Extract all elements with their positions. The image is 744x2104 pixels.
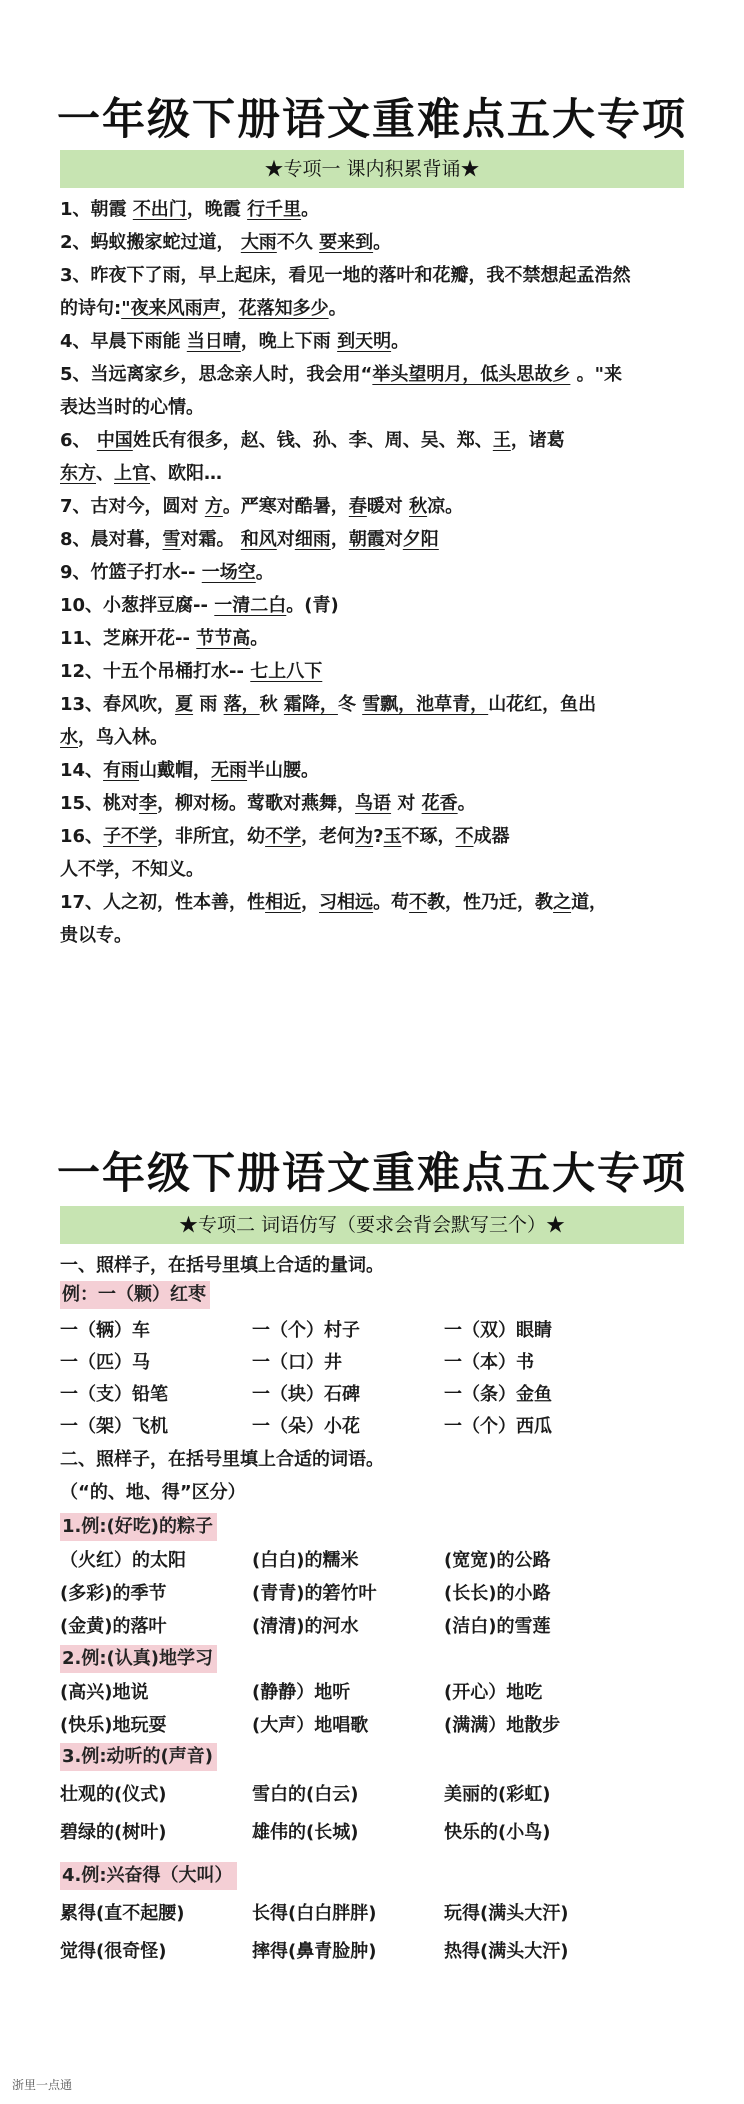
phrase-item: (满满）地散步 [444,1715,561,1736]
phrase-row [60,1939,686,1965]
measure-row [60,1414,686,1440]
phrase-item: (青青)的箬竹叶 [252,1583,377,1604]
example-2: 2.例:(认真)地学习 [60,1645,217,1673]
measure-word-item: 一（条）金鱼 [444,1384,552,1405]
recite-line-13: 10、小葱拌豆腐-- 一清二白。(青) [60,595,339,616]
section-2-heading: ★专项二 词语仿写（要求会背会默写三个）★ [60,1206,684,1244]
measure-word-item: 一（匹）马 [60,1352,150,1373]
recite-line-16: 13、春风吹，夏 雨 落，秋 霜降，冬 雪飘，池草青，山花红，鱼出 [60,694,597,715]
phrase-row [60,1820,686,1846]
recite-line-8: 6、 中国姓氏有很多，赵、钱、孙、李、周、吴、郑、王，诸葛 [60,430,565,451]
phrase-item: 雪白的(白云) [252,1784,359,1805]
phrase-item: 玩得(满头大汗) [444,1903,569,1924]
measure-word-item: 一（个）西瓜 [444,1416,552,1437]
measure-word-item: 一（口）井 [252,1352,342,1373]
phrase-item: 长得(白白胖胖) [252,1903,377,1924]
phrase-row [60,1548,686,1574]
page-title-2: 一年级下册语文重难点五大专项 [57,1149,687,1199]
phrase-item: 雄伟的(长城) [252,1822,359,1843]
phrase-item: 觉得(很奇怪) [60,1941,167,1962]
recite-line-14: 11、芝麻开花-- 节节高。 [60,628,269,649]
phrase-row [60,1782,686,1808]
recite-line-12: 9、竹篮子打水-- 一场空。 [60,562,274,583]
phrase-item: (清清)的河水 [252,1616,359,1637]
phrase-item: 美丽的(彩虹) [444,1784,551,1805]
recite-line-21: 人不学，不知义。 [60,859,204,880]
recite-line-1: 1、朝霞 不出门，晚霞 行千里。 [60,199,320,220]
phrase-item: (长长)的小路 [444,1583,551,1604]
phrase-item: (开心）地吃 [444,1682,543,1703]
phrase-item: 摔得(鼻青脸肿) [252,1941,377,1962]
recite-line-15: 12、十五个吊桶打水-- 七上八下 [60,661,323,682]
measure-word-item: 一（双）眼睛 [444,1320,552,1341]
measure-word-item: 一（支）铅笔 [60,1384,168,1405]
phrase-item: 壮观的(仪式) [60,1784,167,1805]
phrase-item: (快乐)地玩耍 [60,1715,167,1736]
measure-word-item: 一（个）村子 [252,1320,360,1341]
part-1-example: 例：一（颗）红枣 [60,1281,210,1309]
recite-line-10: 7、古对今，圆对 方。严寒对酷暑，春暖对 秋凉。 [60,496,464,517]
recite-line-7: 表达当时的心情。 [60,397,204,418]
page-title-1: 一年级下册语文重难点五大专项 [57,95,687,145]
phrase-row [60,1713,686,1739]
recite-line-18: 14、有雨山戴帽，无雨半山腰。 [60,760,320,781]
phrase-item: 累得(直不起腰) [60,1903,185,1924]
phrase-item: (白白)的糯米 [252,1550,359,1571]
measure-word-item: 一（块）石碑 [252,1384,360,1405]
part-2-note: （“的、地、得”区分） [60,1482,246,1503]
recite-line-2: 2、蚂蚁搬家蛇过道， 大雨不久 要来到。 [60,232,392,253]
phrase-item: (多彩)的季节 [60,1583,167,1604]
phrase-row [60,1614,686,1640]
phrase-row [60,1901,686,1927]
measure-word-item: 一（辆）车 [60,1320,150,1341]
phrase-item: (高兴)地说 [60,1682,149,1703]
phrase-item: (金黄)的落叶 [60,1616,167,1637]
measure-word-item: 一（本）书 [444,1352,534,1373]
recite-line-3: 3、昨夜下了雨，早上起床，看见一地的落叶和花瓣，我不禁想起孟浩然 [60,265,631,286]
recite-line-20: 16、子不学，非所宜，幼不学，老何为?玉不琢，不成器 [60,826,510,847]
example-1: 1.例:(好吃)的粽子 [60,1513,217,1541]
recite-line-5: 4、早晨下雨能 当日晴，晚上下雨 到天明。 [60,331,410,352]
measure-row [60,1350,686,1376]
phrase-item: 碧绿的(树叶) [60,1822,167,1843]
recite-line-11: 8、晨对暮，雪对霜。 和风对细雨，朝霞对夕阳 [60,529,439,550]
recite-line-22: 17、人之初，性本善，性相近，习相远。苟不教，性乃迁，教之道， [60,892,608,913]
phrase-item: 快乐的(小鸟) [444,1822,551,1843]
recite-line-9: 东方、上官、欧阳… [60,463,222,484]
section-1-heading: ★专项一 课内积累背诵★ [60,150,684,188]
phrase-item: (洁白)的雪莲 [444,1616,551,1637]
phrase-item: （火红）的太阳 [60,1550,186,1571]
example-4: 4.例:兴奋得（大叫） [60,1862,237,1890]
phrase-row [60,1581,686,1607]
measure-row [60,1382,686,1408]
part-2-title: 二、照样子，在括号里填上合适的词语。 [60,1449,384,1470]
recite-line-19: 15、桃对李，柳对杨。莺歌对燕舞，鸟语 对 花香。 [60,793,476,814]
phrase-row [60,1680,686,1706]
example-3: 3.例:动听的(声音) [60,1743,217,1771]
phrase-item: (静静）地听 [252,1682,351,1703]
recite-line-23: 贵以专。 [60,925,132,946]
phrase-item: (大声）地唱歌 [252,1715,369,1736]
measure-word-item: 一（朵）小花 [252,1416,360,1437]
phrase-item: 热得(满头大汗) [444,1941,569,1962]
measure-word-item: 一（架）飞机 [60,1416,168,1437]
recite-line-6: 5、当远离家乡，思念亲人时，我会用“举头望明月，低头思故乡 。"来 [60,364,623,385]
phrase-item: (宽宽)的公路 [444,1550,551,1571]
watermark-footer: 浙里一点通 [12,2078,73,2092]
recite-line-17: 水，鸟入林。 [60,727,168,748]
part-1-title: 一、照样子，在括号里填上合适的量词。 [60,1255,384,1276]
measure-row [60,1318,686,1344]
recite-line-4: 的诗句:"夜来风雨声，花落知多少。 [60,298,347,319]
